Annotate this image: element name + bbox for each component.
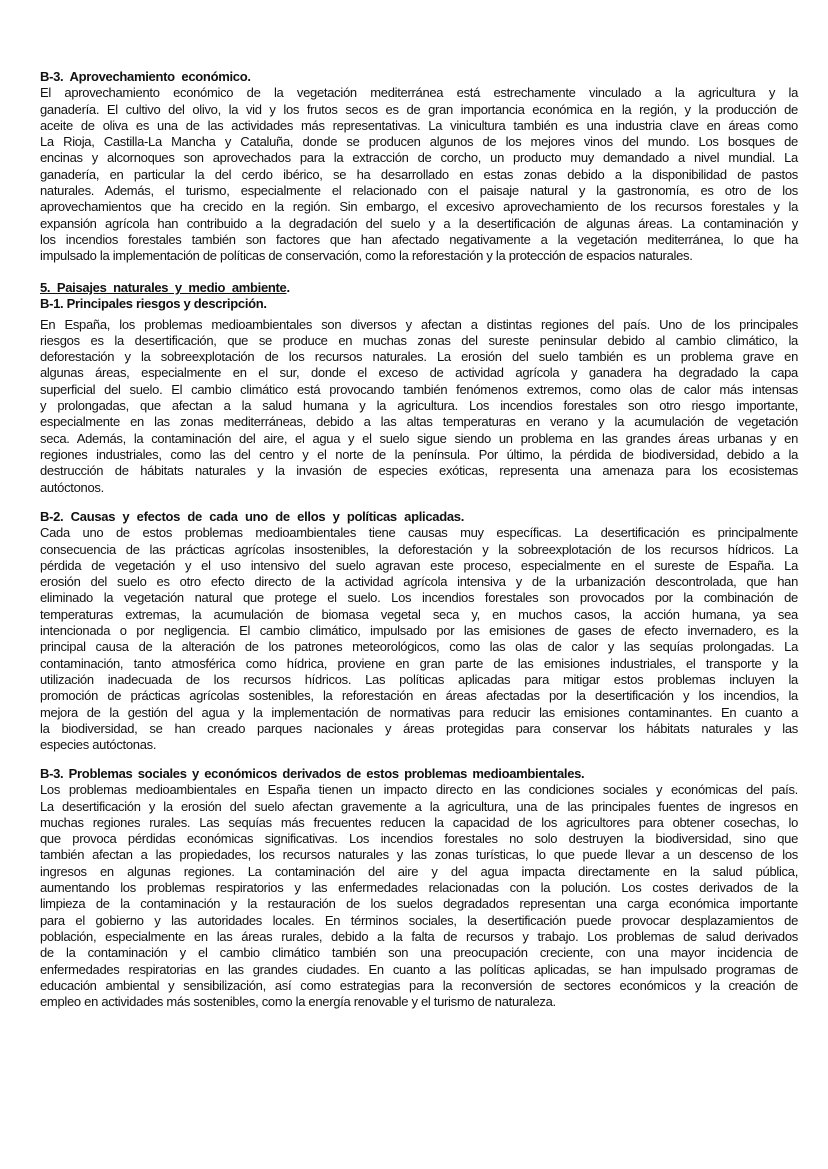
paragraph-line: utilización inadecuada de los recursos hídricos. Las políticas aplicadas para mitigar estos problemas incluyen la xyxy=(40,671,798,687)
paragraph-line: seca. Además, la contaminación del aire, el agua y el suelo sigue siendo un problema en las grandes áreas urbanas y en xyxy=(40,430,798,446)
paragraph-line: algunas áreas, especialmente en el sur, donde el exceso de actividad agrícola y ganadera ha degradado la capa xyxy=(40,365,798,381)
paragraph-line: promoción de prácticas agrícolas sostenibles, la reforestación en áreas afectadas por la desertificación y los incendios, la xyxy=(40,688,798,704)
paragraph-line: aumentando los problemas respiratorios y las enfermedades relacionadas con la polución. Los costes derivados de la xyxy=(40,880,798,896)
paragraph-line: temperaturas extremas, la acumulación de biomasa vegetal seca y, en muchos casos, la acción humana, ya sea xyxy=(40,606,798,622)
paragraph-line: de la contaminación y el cambio climático también son una preocupación creciente, con una mayor incidencia de xyxy=(40,945,798,961)
section-principales-riesgos xyxy=(40,280,798,496)
paragraph-line: expansión agrícola han contribuido a la degradación del suelo y a la desertificación de algunas áreas. La contaminación y xyxy=(40,215,798,231)
paragraph-line: también afectan a las propiedades, los recursos naturales y las zonas turísticas, lo que puede llevar a un descenso de los xyxy=(40,847,798,863)
paragraph-line: destrucción de hábitats naturales y la invasión de especies exóticas, representa una amenaza para los ecosistemas xyxy=(40,463,798,479)
section-body xyxy=(40,525,798,753)
paragraph-line: Cada uno de estos problemas medioambientales tiene causas muy específicas. La desertificación es principalmente xyxy=(40,525,798,541)
paragraph-line: En España, los problemas medioambientales son diversos y afectan a distintas regiones del país. Uno de los principales xyxy=(40,316,798,332)
paragraph-line: pérdida de vegetación y el uso intensivo del suelo agravan este proceso, especialmente en el sureste de España. La xyxy=(40,557,798,573)
section-body xyxy=(40,317,798,496)
paragraph-line: ganadería, en particular la del cerdo ibérico, se ha desarrollado en estas zonas debido a la disponibilidad de pastos xyxy=(40,166,798,182)
section-heading: B-1. Principales riesgos y descripción. xyxy=(40,296,267,312)
paragraph-line: naturales. Además, el turismo, especialmente el relacionado con el paisaje natural y la gastronomía, es otro de los xyxy=(40,183,798,199)
paragraph-line: para el gobierno y las autoridades locales. En términos sociales, la desertificación puede provocar desplazamientos de xyxy=(40,912,798,928)
paragraph-line: ingresos en algunas regiones. La contaminación del aire y del agua impacta directamente en la salud pública, xyxy=(40,863,798,879)
paragraph-line: enfermedades respiratorias en las grandes ciudades. En cuanto a las políticas aplicadas, se han impulsado programas de xyxy=(40,961,798,977)
paragraph-line: eliminado la vegetación natural que protege el suelo. Los incendios forestales son provocados por la combinación de xyxy=(40,590,798,606)
paragraph-line: educación ambiental y sensibilización, así como estrategias para la reconversión de sectores económicos y la creación de xyxy=(40,977,798,993)
paragraph-line: La Rioja, Castilla-La Mancha y Cataluña, donde se producen algunos de los mejores vinos del mundo. Los bosques de xyxy=(40,134,798,150)
paragraph-line: principal causa de la alteración de los patrones meteorológicos, como las olas de calor y las sequías prolongadas. La xyxy=(40,639,798,655)
section-heading: B-2. Causas y efectos de cada uno de ellos y políticas aplicadas. xyxy=(40,509,465,524)
paragraph-line: impulsado la implementación de políticas de conservación, como la reforestación y la protección de espacios naturales. xyxy=(40,248,693,264)
paragraph-line: consecuencia de las prácticas agrícolas insostenibles, la deforestación y la sobreexplotación de los recursos hídricos. La xyxy=(40,541,798,557)
paragraph-line: muchas regiones rurales. Las sequías más frecuentes reducen la capacidad de los agricultores para obtener cosechas, lo xyxy=(40,814,798,830)
section-body xyxy=(40,85,798,264)
chapter-title: 5. Paisajes naturales y medio ambiente xyxy=(40,280,287,295)
paragraph-line: limpieza de la contaminación y la restauración de los suelos degradados representan una carga económica importante xyxy=(40,896,798,912)
paragraph-line: que provoca pérdidas económicas significativas. Los incendios forestales no solo destruyen la biodiversidad, sino que xyxy=(40,831,798,847)
paragraph-line: autóctonos. xyxy=(40,479,104,495)
paragraph-line: aceite de oliva es una de las actividades más representativas. La vinicultura también es una industria clave en áreas como xyxy=(40,117,798,133)
section-body xyxy=(40,782,798,1010)
paragraph-line: contaminación, tanto atmosférica como hídrica, proviene en gran parte de las emisiones industriales, el transporte y la xyxy=(40,655,798,671)
paragraph-line: regiones industriales, como las del centro y el norte de la península. Por último, la pérdida de biodiversidad, debido a la xyxy=(40,446,798,462)
paragraph-line: y prolongadas, que afectan a la salud humana y la agricultura. Los incendios forestales son otro riesgo importante, xyxy=(40,398,798,414)
paragraph-line: Los problemas medioambientales en España tienen un impacto directo en las condiciones sociales y económicas del país. xyxy=(40,782,798,798)
paragraph-line: intencionada o por negligencia. El cambio climático, impulsado por las emisiones de gases de efecto invernadero, es la xyxy=(40,623,798,639)
paragraph-line: población, especialmente en las áreas rurales, debido a la falta de recursos y trabajo. Los problemas de salud derivados xyxy=(40,928,798,944)
paragraph-line: ganadería. El cultivo del olivo, la vid y los frutos secos es de gran importancia económica en la región, y la producción de xyxy=(40,101,798,117)
paragraph-line: deforestación y la sobreexplotación de los recursos naturales. La erosión del suelo también es un problema grave en xyxy=(40,349,798,365)
section-causas-efectos xyxy=(40,509,798,753)
section-problemas-sociales xyxy=(40,766,798,1010)
paragraph-line: erosión del suelo es otro efecto directo de la actividad agrícola intensiva y de la urbanización descontrolada, que han xyxy=(40,574,798,590)
paragraph-line: la biodiversidad, se han creado parques nacionales y áreas protegidas para conservar los hábitats naturales y las xyxy=(40,720,798,736)
paragraph-line: aprovechamientos que ha crecido en la región. Sin embargo, el excesivo aprovechamiento de los recursos forestales y la xyxy=(40,199,798,215)
section-aprovechamiento-economico xyxy=(40,69,798,265)
chapter-title-dot: . xyxy=(286,280,290,295)
paragraph-line: especialmente en las zonas mediterráneas, debido a las altas temperaturas en verano y la acumulación de vegetación xyxy=(40,414,798,430)
paragraph-line: especies autóctonas. xyxy=(40,737,157,753)
paragraph-line: empleo en actividades más sostenibles, como la energía renovable y el turismo de naturaleza. xyxy=(40,994,556,1010)
paragraph-line: superficial del suelo. El cambio climático está provocando también fenómenos extremos, como olas de calor más intensas xyxy=(40,381,798,397)
paragraph-line: El aprovechamiento económico de la vegetación mediterránea está estrechamente vinculado a la agricultura y la xyxy=(40,85,798,101)
paragraph-line: riesgos es la desertificación, que se produce en muchas zonas del sureste peninsular debido al cambio climático, la xyxy=(40,332,798,348)
section-heading: B-3. Aprovechamiento económico. xyxy=(40,69,251,84)
paragraph-line: los incendios forestales también son factores que han afectado negativamente a la vegetación mediterránea, lo que ha xyxy=(40,231,798,247)
paragraph-line: encinas y alcornoques son aprovechados para la extracción de corcho, un producto muy demandado a nivel mundial. La xyxy=(40,150,798,166)
section-heading: B-3. Problemas sociales y económicos derivados de estos problemas medioambientales. xyxy=(40,766,585,781)
chapter-heading xyxy=(40,280,798,296)
paragraph-line: mejora de la gestión del agua y la implementación de normativas para reducir las emisiones contaminantes. En cuanto a xyxy=(40,704,798,720)
paragraph-line: La desertificación y la erosión del suelo afectan gravemente a la agricultura, una de las principales fuentes de ingresos en xyxy=(40,798,798,814)
